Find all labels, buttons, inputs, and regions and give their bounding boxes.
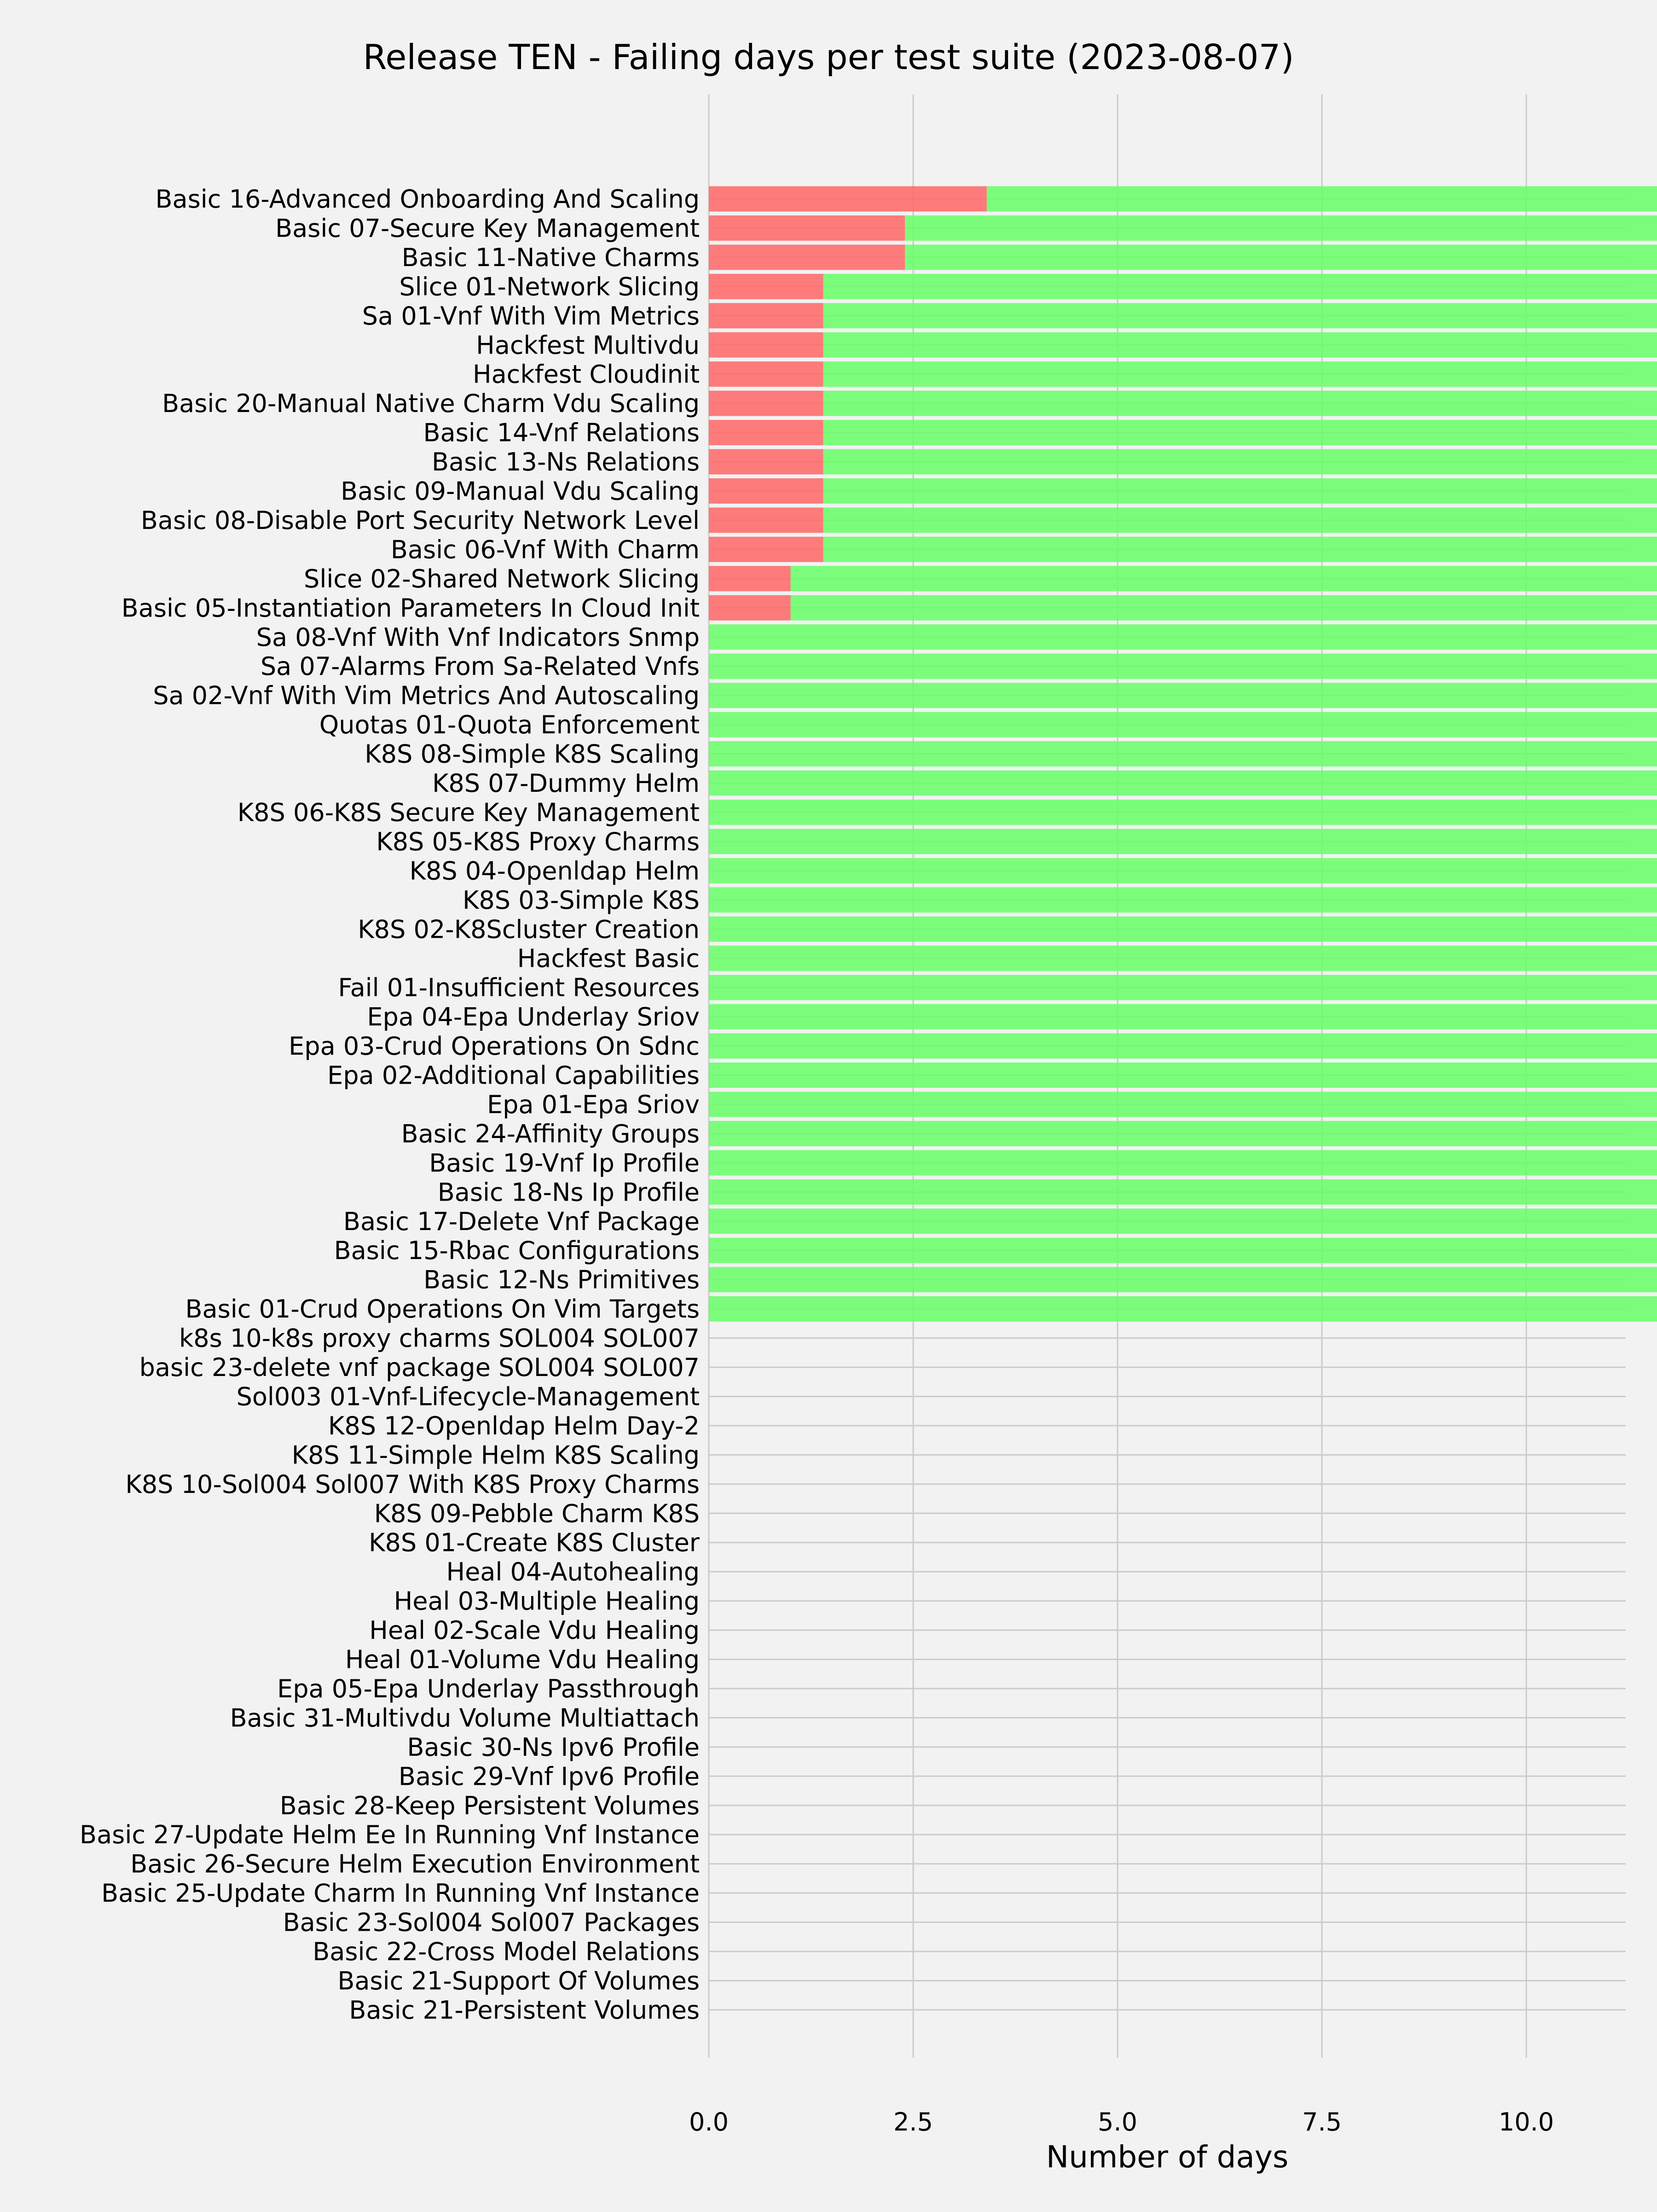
bar-passing	[709, 683, 1657, 708]
y-tick-label: Heal 04-Autohealing	[446, 1557, 700, 1587]
y-tick-label: Basic 28-Keep Persistent Volumes	[279, 1791, 700, 1820]
y-tick-label: K8S 03-Simple K8S	[462, 885, 700, 915]
bar-passing	[709, 771, 1657, 796]
bar-failing	[709, 391, 823, 416]
y-tick-label: Basic 14-Vnf Relations	[423, 418, 700, 447]
y-tick-label: Basic 19-Vnf Ip Profile	[429, 1148, 700, 1178]
y-tick-label: Basic 22-Cross Model Relations	[313, 1937, 700, 1966]
y-tick-label: Slice 02-Shared Network Slicing	[304, 564, 700, 593]
bar-passing	[709, 1296, 1657, 1322]
bar-failing	[709, 186, 987, 212]
bar-failing	[709, 332, 823, 358]
y-tick-label: Basic 17-Delete Vnf Package	[343, 1207, 700, 1236]
y-tick-label: Basic 20-Manual Native Charm Vdu Scaling	[162, 389, 700, 418]
y-tick-label: Sa 02-Vnf With Vim Metrics And Autoscaling	[153, 681, 700, 710]
y-tick-label: Basic 15-Rbac Configurations	[334, 1236, 700, 1266]
y-tick-label: Basic 11-Native Charms	[401, 243, 700, 272]
bar-passing	[823, 537, 1657, 562]
x-tick-label: 10.0	[1498, 2107, 1554, 2137]
y-tick-label: Basic 18-Ns Ip Profile	[437, 1178, 700, 1207]
bar-failing	[709, 537, 823, 562]
bar-failing	[709, 449, 823, 475]
y-tick-label: Sa 01-Vnf With Vim Metrics	[362, 301, 700, 331]
y-tick-label: Basic 21-Persistent Volumes	[349, 1995, 700, 2025]
y-tick-label: k8s 10-k8s proxy charms SOL004 SOL007	[179, 1324, 700, 1353]
bar-passing	[823, 478, 1657, 504]
y-tick-label: Basic 12-Ns Primitives	[423, 1265, 700, 1295]
bar-passing	[823, 420, 1657, 445]
y-tick-label: Basic 30-Ns Ipv6 Profile	[407, 1732, 700, 1762]
bar-passing	[791, 566, 1657, 591]
bar-failing	[709, 244, 905, 270]
y-tick-label: Basic 01-Crud Operations On Vim Targets	[185, 1295, 700, 1324]
y-tick-label: Slice 01-Network Slicing	[399, 272, 700, 302]
bar-passing	[905, 244, 1657, 270]
bar-passing	[823, 449, 1657, 475]
bar-passing	[709, 917, 1657, 942]
y-tick-label: Fail 01-Insufficient Resources	[338, 973, 700, 1003]
y-tick-label: Epa 05-Epa Underlay Passthrough	[277, 1674, 700, 1703]
x-tick-label: 7.5	[1302, 2107, 1342, 2137]
bar-failing	[709, 215, 905, 241]
y-tick-label: Hackfest Multivdu	[476, 331, 700, 360]
y-tick-label: Basic 06-Vnf With Charm	[390, 535, 700, 564]
chart-title: Release TEN - Failing days per test suite (2023-08-07)	[363, 37, 1294, 77]
y-tick-label: Basic 21-Support Of Volumes	[337, 1966, 700, 1996]
y-tick-label: K8S 10-Sol004 Sol007 With K8S Proxy Charms	[125, 1469, 700, 1499]
y-tick-label: K8S 04-Openldap Helm	[409, 856, 700, 886]
bar-passing	[791, 595, 1657, 621]
bar-passing	[905, 215, 1657, 241]
y-tick-label: K8S 06-K8S Secure Key Management	[237, 798, 700, 827]
bar-failing	[709, 303, 823, 328]
bar-passing	[709, 1062, 1657, 1088]
x-tick-label: 5.0	[1098, 2107, 1137, 2137]
y-tick-label: Basic 07-Secure Key Management	[275, 214, 700, 243]
bar-passing	[709, 1208, 1657, 1234]
y-tick-label: Sa 08-Vnf With Vnf Indicators Snmp	[256, 622, 700, 652]
bar-passing	[709, 800, 1657, 825]
y-tick-label: Epa 04-Epa Underlay Sriov	[367, 1002, 700, 1032]
y-tick-label: Heal 01-Volume Vdu Healing	[345, 1645, 700, 1674]
bar-passing	[709, 624, 1657, 650]
bar-passing	[823, 361, 1657, 387]
y-tick-label: K8S 11-Simple Helm K8S Scaling	[291, 1440, 700, 1470]
y-tick-label: Basic 27-Update Helm Ee In Running Vnf Instance	[80, 1820, 700, 1850]
y-tick-label: K8S 02-K8Scluster Creation	[358, 915, 700, 944]
bar-passing	[709, 1179, 1657, 1205]
y-tick-label: Epa 01-Epa Sriov	[487, 1090, 700, 1119]
y-tick-label: Basic 23-Sol004 Sol007 Packages	[283, 1908, 700, 1937]
bar-passing	[709, 858, 1657, 883]
y-tick-label: Quotas 01-Quota Enforcement	[319, 710, 700, 740]
y-tick-label: Basic 08-Disable Port Security Network Level	[140, 505, 700, 535]
bar-passing	[709, 1150, 1657, 1175]
bar-passing	[709, 712, 1657, 737]
bar-passing	[823, 303, 1657, 328]
x-tick-label: 2.5	[893, 2107, 933, 2137]
x-tick-label: 0.0	[689, 2107, 729, 2137]
bar-passing	[823, 391, 1657, 416]
y-tick-label: Basic 29-Vnf Ipv6 Profile	[398, 1762, 700, 1791]
bar-passing	[709, 1004, 1657, 1029]
bar-passing	[709, 829, 1657, 854]
y-tick-label: K8S 07-Dummy Helm	[432, 769, 700, 798]
y-tick-label: Basic 05-Instantiation Parameters In Cloud Init	[121, 593, 700, 623]
y-tick-label: Basic 16-Advanced Onboarding And Scaling	[155, 185, 700, 214]
bar-passing	[987, 186, 1657, 212]
y-tick-label: Heal 02-Scale Vdu Healing	[369, 1616, 700, 1645]
bar-passing	[823, 332, 1657, 358]
y-tick-label: Epa 02-Additional Capabilities	[327, 1061, 700, 1090]
bar-passing	[709, 946, 1657, 971]
bar-passing	[709, 1121, 1657, 1146]
y-tick-label: Hackfest Basic	[517, 944, 700, 973]
y-tick-label: Hackfest Cloudinit	[472, 360, 700, 389]
y-tick-label: K8S 05-K8S Proxy Charms	[376, 827, 700, 856]
bar-passing	[823, 507, 1657, 533]
y-tick-label: Epa 03-Crud Operations On Sdnc	[289, 1032, 700, 1061]
bar-passing	[709, 1091, 1657, 1117]
y-tick-label: Sol003 01-Vnf-Lifecycle-Management	[236, 1382, 700, 1411]
bar-failing	[709, 361, 823, 387]
y-tick-label: K8S 01-Create K8S Cluster	[369, 1528, 700, 1557]
y-tick-label: Basic 24-Affinity Groups	[401, 1119, 700, 1149]
bar-passing	[709, 1267, 1657, 1292]
bar-failing	[709, 274, 823, 299]
x-axis-label: Number of days	[1046, 2139, 1289, 2175]
bar-failing	[709, 595, 791, 621]
y-tick-label: K8S 12-Openldap Helm Day-2	[328, 1411, 700, 1440]
y-tick-label: Basic 26-Secure Helm Execution Environment	[130, 1849, 700, 1879]
y-tick-label: Basic 13-Ns Relations	[431, 447, 700, 477]
bar-passing	[709, 975, 1657, 1000]
bar-passing	[823, 274, 1657, 299]
bar-failing	[709, 420, 823, 445]
bar-failing	[709, 566, 791, 591]
bar-passing	[709, 1238, 1657, 1263]
bar-passing	[709, 654, 1657, 679]
y-tick-label: Basic 31-Multivdu Volume Multiattach	[230, 1703, 700, 1733]
y-tick-label: Basic 25-Update Charm In Running Vnf Instance	[101, 1879, 700, 1908]
bar-passing	[709, 741, 1657, 766]
bar-passing	[709, 1033, 1657, 1059]
bar-passing	[709, 887, 1657, 912]
y-tick-label: basic 23-delete vnf package SOL004 SOL007	[139, 1353, 700, 1382]
bar-failing	[709, 507, 823, 533]
y-tick-label: Basic 09-Manual Vdu Scaling	[341, 476, 700, 506]
bar-layer	[709, 186, 1657, 1322]
y-tick-label: Heal 03-Multiple Healing	[394, 1586, 700, 1616]
y-tick-label: K8S 08-Simple K8S Scaling	[365, 739, 700, 769]
bar-failing	[709, 478, 823, 504]
y-tick-label: Sa 07-Alarms From Sa-Related Vnfs	[260, 652, 700, 681]
y-tick-label: K8S 09-Pebble Charm K8S	[374, 1499, 700, 1528]
